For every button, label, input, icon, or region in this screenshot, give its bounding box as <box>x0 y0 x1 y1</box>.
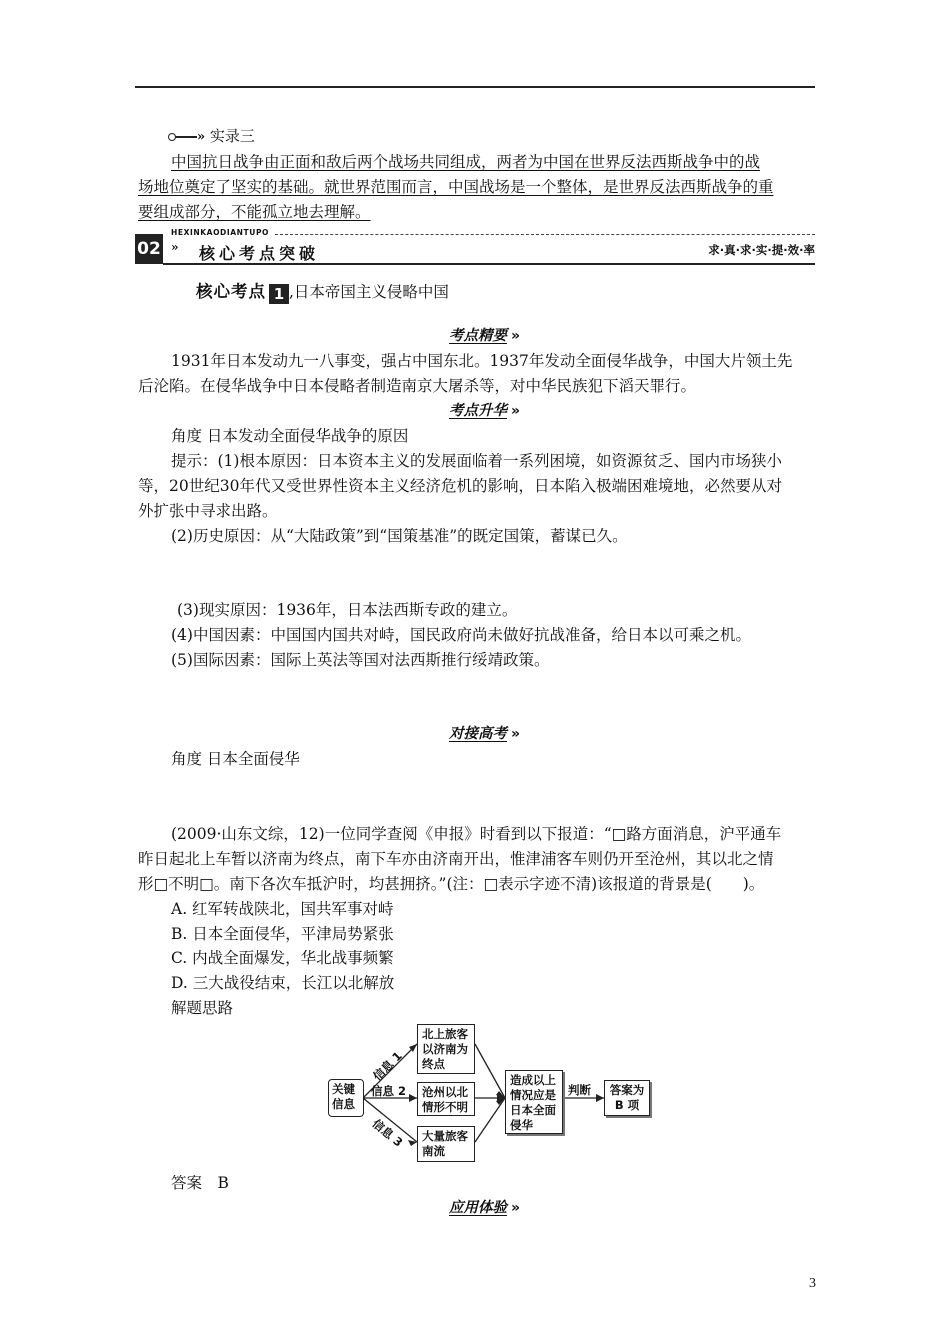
upgrade-reason-5: (5)国际因素：国际上英法等国对法西斯推行绥靖政策。 <box>171 651 550 669</box>
top-rule <box>135 86 815 88</box>
question-line-3: 形□不明□。南下各次车抵沪时，均甚拥挤。”(注：□表示字迹不清)该报道的背景是( )。 <box>138 875 765 893</box>
flow-info3-label: 信息 3 <box>369 1116 406 1150</box>
chevron-right-icon: » <box>197 129 206 145</box>
record-line-3: 要组成部分，不能孤立地去理解。 <box>138 203 371 221</box>
question-line-2: 昨日起北上车暂以济南为终点，南下车亦由济南开出，惟津浦客车则仍开至沧州，其以北之情 <box>138 850 774 868</box>
exam-heading <box>449 722 520 743</box>
record-line-2: 场地位奠定了坚实的基础。就世界范围而言，中国战场是一个整体，是世界反法西斯战争的重 <box>138 178 774 196</box>
essentials-line-2: 后沦陷。在侵华战争中日本侵略者制造南京大屠杀等，对中华民族犯下滔天罪行。 <box>138 377 697 395</box>
exam-title: 对接高考 <box>449 726 507 742</box>
flow-key-info: 关键信息 <box>328 1079 364 1117</box>
upgrade-tip-line-1: 提示：(1)根本原因：日本资本主义的发展面临着一系列困境，如资源贫乏、国内市场狭小 <box>171 452 782 470</box>
exam-angle: 角度 日本全面侵华 <box>171 750 300 768</box>
question-line-1: (2009·山东文综，12)一位同学查阅《申报》时看到以下报道：“□路方面消息，沪平通车 <box>171 825 782 843</box>
keypoint-label: 核心考点 <box>196 282 266 301</box>
double-chevron-icon: » <box>511 328 521 344</box>
keypoint-number: 1 <box>269 284 289 304</box>
flow-info2-label: 信息 2 <box>371 1084 407 1098</box>
option-b: B. 日本全面侵华，平津局势紧张 <box>171 925 394 943</box>
upgrade-tip-line-3: 外扩张中寻求出路。 <box>138 502 278 520</box>
double-chevron-icon: » <box>171 240 179 254</box>
section-dashed-rule <box>275 234 815 235</box>
option-d: D. 三大战役结束，长江以北解放 <box>171 974 395 992</box>
flow-conclusion: 造成以上情况应是日本全面侵华 <box>505 1070 563 1134</box>
practice-heading <box>449 1196 520 1217</box>
upgrade-tip-line-2: 等，20世纪30年代又受世界性资本主义经济危机的影响，日本陷入极端困难境地，必然要从对 <box>138 477 782 495</box>
essentials-heading <box>449 324 520 345</box>
keypoint-heading <box>196 278 449 304</box>
upgrade-reason-3: (3)现实原因：1936年，日本法西斯专政的建立。 <box>177 601 518 619</box>
flow-info3: 大量旅客南流 <box>417 1126 475 1162</box>
flow-info1-label: 信息 1 <box>370 1048 405 1084</box>
record-title: 实录三 <box>209 127 255 145</box>
option-c: C. 内战全面爆发，华北战事频繁 <box>171 949 394 967</box>
answer: 答案 B <box>171 1174 229 1192</box>
section-pinyin: HEXINKAODIANTUPO <box>171 228 270 237</box>
flow-result: 答案为 B 项 <box>604 1080 650 1116</box>
practice-title: 应用体验 <box>449 1200 507 1216</box>
double-chevron-icon: » <box>511 403 521 419</box>
section-header <box>135 228 815 264</box>
page-number: 3 <box>809 1276 816 1291</box>
flow-info2: 沧州以北情形不明 <box>417 1082 475 1116</box>
record-marker <box>168 125 255 146</box>
essentials-line-1: 1931年日本发动九一八事变，强占中国东北。1937年发动全面侵华战争，中国大片领土先 <box>171 352 793 370</box>
section-number: 02 <box>135 234 163 264</box>
solution-flowchart <box>320 1022 660 1167</box>
option-a: A. 红军转战陕北，国共军事对峙 <box>171 900 394 918</box>
section-bottom-rule <box>163 263 815 265</box>
upgrade-heading <box>449 399 520 420</box>
upgrade-reason-4: (4)中国因素：中国国内国共对峙，国民政府尚未做好抗战准备，给日本以可乘之机。 <box>171 626 751 644</box>
flow-info1: 北上旅客以济南为终点 <box>417 1024 475 1074</box>
section-motto: 求·真·求·实·提·效·率 <box>708 243 815 257</box>
section-title: 核心考点突破 <box>199 244 320 263</box>
essentials-title: 考点精要 <box>449 328 507 344</box>
upgrade-angle: 角度 日本发动全面侵华战争的原因 <box>171 427 409 445</box>
thinking-label: 解题思路 <box>171 999 234 1017</box>
double-chevron-icon: » <box>511 726 521 742</box>
record-line-1: 中国抗日战争由正面和敌后两个战场共同组成，两者为中国在世界反法西斯战争中的战 <box>171 153 761 171</box>
upgrade-title: 考点升华 <box>449 403 507 419</box>
flow-judge-label: 判断 <box>568 1083 591 1097</box>
double-chevron-icon: » <box>511 1200 521 1216</box>
line-icon <box>175 136 197 138</box>
keypoint-topic: ,日本帝国主义侵略中国 <box>289 283 449 301</box>
upgrade-reason-2: (2)历史原因：从“大陆政策”到“国策基准”的既定国策，蓄谋已久。 <box>171 527 628 545</box>
